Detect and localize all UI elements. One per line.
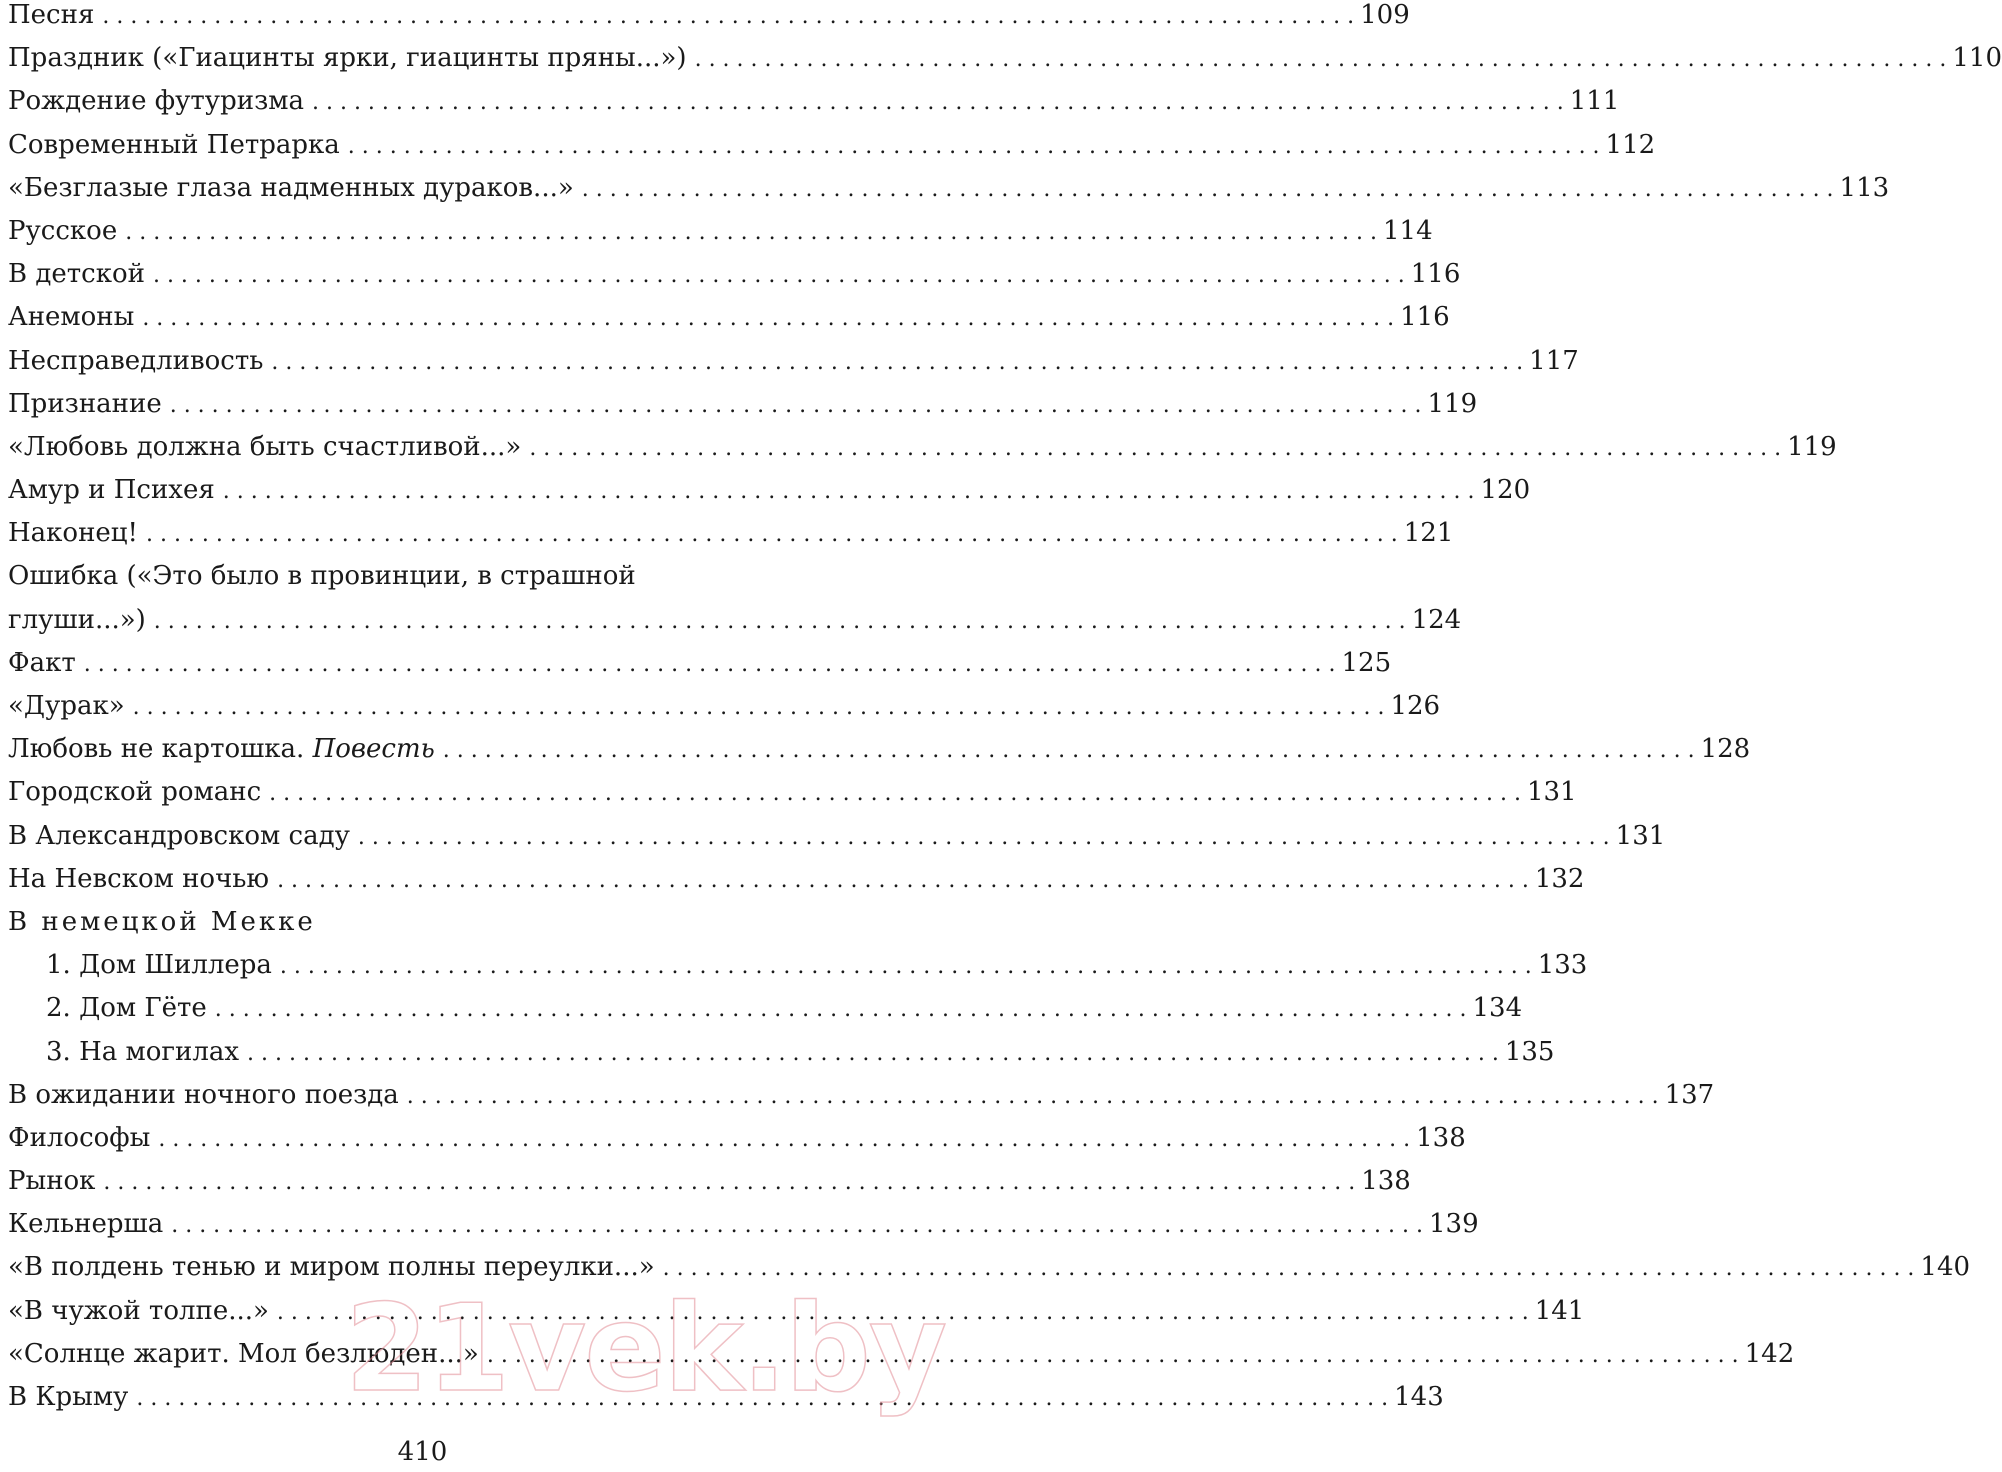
toc-entry (8, 771, 1577, 814)
toc-entry-title: В Александровском саду (8, 820, 350, 851)
toc-entry-leader (125, 211, 1377, 254)
toc-entry (8, 426, 1837, 469)
toc-entry-leader (142, 297, 1394, 340)
toc-entry-leader (103, 1161, 1355, 1204)
toc-entry-page: 116 (1400, 302, 1450, 333)
toc-entry-title: В ожидании ночного поезда (8, 1079, 399, 1110)
toc-entry-genre: Повесть (312, 734, 435, 765)
toc-entry-title: глуши...») (8, 604, 146, 635)
toc-entry-leader (407, 1075, 1659, 1118)
toc-entry (8, 1160, 1411, 1203)
toc-entry-page: 109 (1360, 0, 1410, 30)
toc-section-heading (8, 901, 837, 944)
toc-entry (8, 296, 1450, 339)
toc-entry-leader (170, 384, 1422, 427)
toc-entry (8, 253, 1461, 296)
toc-entry-page: 110 (1952, 43, 2002, 74)
toc-entry-page: 128 (1700, 734, 1751, 765)
toc-entry-page: 134 (1472, 993, 1523, 1024)
toc-entry-page: 116 (1410, 259, 1461, 290)
toc-entry-leader (443, 729, 1695, 772)
toc-entry-leader (102, 0, 1354, 38)
toc-entry-title: На Невском ночью (8, 863, 270, 894)
toc-entry-leader (133, 686, 1385, 729)
toc-entry (8, 340, 1579, 383)
toc-entry (8, 1117, 1466, 1160)
page-number: 410 (397, 1437, 448, 1467)
toc-entry (8, 124, 1656, 167)
toc-entry-title: Несправедливость (8, 345, 264, 376)
toc-entry-page: 138 (1416, 1122, 1466, 1153)
toc-entry-title: Кельнерша (8, 1209, 164, 1240)
toc-entry-title: Городской романс (8, 777, 262, 808)
toc-entry-title: Ошибка («Это было в провинции, в страшной (8, 561, 636, 592)
toc-subentry (8, 944, 1588, 987)
toc-entry-page: 143 (1394, 1382, 1444, 1412)
toc-entry (8, 167, 1890, 210)
toc-entry (8, 685, 1441, 728)
toc-entry-title: Амур и Психея (8, 475, 215, 506)
toc-section-title: В немецкой Мекке (8, 906, 316, 937)
toc-entry-leader (582, 168, 1834, 211)
toc-entry-page: 119 (1787, 431, 1837, 462)
toc-entry (8, 728, 1751, 771)
toc-entry-leader (695, 38, 1947, 81)
toc-entry (8, 555, 837, 598)
toc-entry-leader (487, 1334, 1739, 1377)
toc-entry-page: 140 (1920, 1252, 1971, 1283)
toc-entry-title (8, 728, 443, 771)
toc-entry-page: 142 (1744, 1338, 1795, 1369)
toc-entry (8, 599, 1462, 642)
toc-entry-page: 121 (1403, 518, 1454, 549)
table-of-contents (8, 0, 2002, 1419)
toc-entry-title: Анемоны (8, 302, 135, 333)
toc-entry-leader (136, 1377, 1388, 1420)
toc-entry-leader (146, 513, 1398, 556)
toc-entry-title: «Солнце жарит. Мол безлюден...» (8, 1338, 479, 1369)
toc-entry-leader (154, 600, 1406, 643)
toc-entry-leader (158, 1118, 1410, 1161)
toc-entry-leader (271, 341, 1523, 384)
toc-entry-leader (215, 988, 1467, 1031)
toc-entry (8, 37, 2002, 80)
toc-entry-title: 1. Дом Шиллера (46, 950, 272, 981)
toc-entry-page: 111 (1569, 86, 1620, 117)
toc-entry-title: Рождение футуризма (8, 86, 304, 117)
toc-entry-page: 120 (1480, 475, 1531, 506)
toc-entry-title: Песня (8, 0, 95, 30)
toc-subentry (8, 1031, 1555, 1074)
toc-entry-title: Наконец! (8, 518, 138, 549)
toc-entry-title: 2. Дом Гёте (46, 993, 207, 1024)
toc-entry-page: 135 (1504, 1036, 1555, 1067)
toc-entry (8, 1333, 1795, 1376)
watermark: 21vek.by (345, 1280, 946, 1419)
toc-entry-title: Праздник («Гиацинты ярки, гиацинты пряны...») (8, 43, 687, 74)
toc-entry-page: 112 (1605, 129, 1656, 160)
toc-entry-page: 113 (1839, 172, 1890, 203)
toc-entry (8, 0, 1410, 37)
toc-entry-page: 131 (1615, 820, 1666, 851)
toc-entry-leader (269, 772, 1521, 815)
toc-entry-page: 124 (1411, 604, 1462, 635)
toc-entry-leader (277, 859, 1529, 902)
toc-entry-page: 117 (1529, 345, 1579, 376)
toc-entry-leader (247, 1032, 1499, 1075)
toc-entry-page: 131 (1526, 777, 1577, 808)
toc-entry-title: Факт (8, 647, 76, 678)
toc-entry-page: 139 (1429, 1209, 1479, 1240)
toc-entry-leader (153, 254, 1405, 297)
toc-entry-leader (84, 643, 1336, 686)
toc-entry-leader (280, 945, 1532, 988)
toc-entry-leader (277, 1291, 1529, 1334)
toc-entry-leader (223, 470, 1475, 513)
toc-entry-leader (529, 427, 1781, 470)
toc-entry-page: 133 (1537, 950, 1588, 981)
toc-entry-title: Рынок (8, 1166, 96, 1197)
toc-entry-title: «Любовь должна быть счастливой...» (8, 431, 522, 462)
toc-entry-title: В детской (8, 259, 145, 290)
toc-entry (8, 1203, 1479, 1246)
toc-entry-title: Признание (8, 388, 162, 419)
toc-entry-leader (171, 1204, 1423, 1247)
toc-entry (8, 210, 1433, 253)
toc-entry (8, 815, 1666, 858)
toc-entry-leader (663, 1247, 1915, 1290)
toc-entry-title-text: Любовь не картошка. (8, 734, 305, 765)
toc-entry (8, 1290, 1585, 1333)
toc-entry (8, 642, 1392, 685)
toc-entry-title: 3. На могилах (46, 1036, 240, 1067)
toc-entry-title: «Безглазые глаза надменных дураков...» (8, 172, 574, 203)
toc-entry-title: В Крыму (8, 1382, 129, 1412)
toc-entry-page: 114 (1383, 215, 1433, 246)
toc-entry-title: Русское (8, 215, 118, 246)
toc-entry-page: 137 (1664, 1079, 1715, 1110)
toc-entry-leader (312, 81, 1564, 124)
toc-entry-title: Философы (8, 1122, 151, 1153)
toc-entry (8, 469, 1531, 512)
toc-entry (8, 1246, 1971, 1289)
toc-entry-page: 138 (1361, 1166, 1411, 1197)
toc-entry (8, 383, 1478, 426)
toc-entry-page: 132 (1534, 863, 1585, 894)
toc-entry-title: Современный Петрарка (8, 129, 340, 160)
toc-entry-title: «В полдень тенью и миром полны переулки...» (8, 1252, 655, 1283)
toc-entry-title: «В чужой толпе...» (8, 1295, 269, 1326)
toc-entry-title: «Дурак» (8, 691, 125, 721)
toc-entry (8, 80, 1620, 123)
toc-entry-leader (348, 125, 1600, 168)
toc-entry-page: 125 (1341, 647, 1392, 678)
toc-entry-page: 119 (1427, 388, 1478, 419)
toc-entry (8, 512, 1454, 555)
toc-entry (8, 1074, 1715, 1117)
toc-entry (8, 858, 1585, 901)
toc-subentry (8, 987, 1523, 1030)
toc-entry-leader (358, 816, 1610, 859)
toc-entry (8, 1376, 1444, 1419)
toc-entry-page: 126 (1390, 691, 1441, 721)
toc-entry-page: 141 (1534, 1295, 1585, 1326)
